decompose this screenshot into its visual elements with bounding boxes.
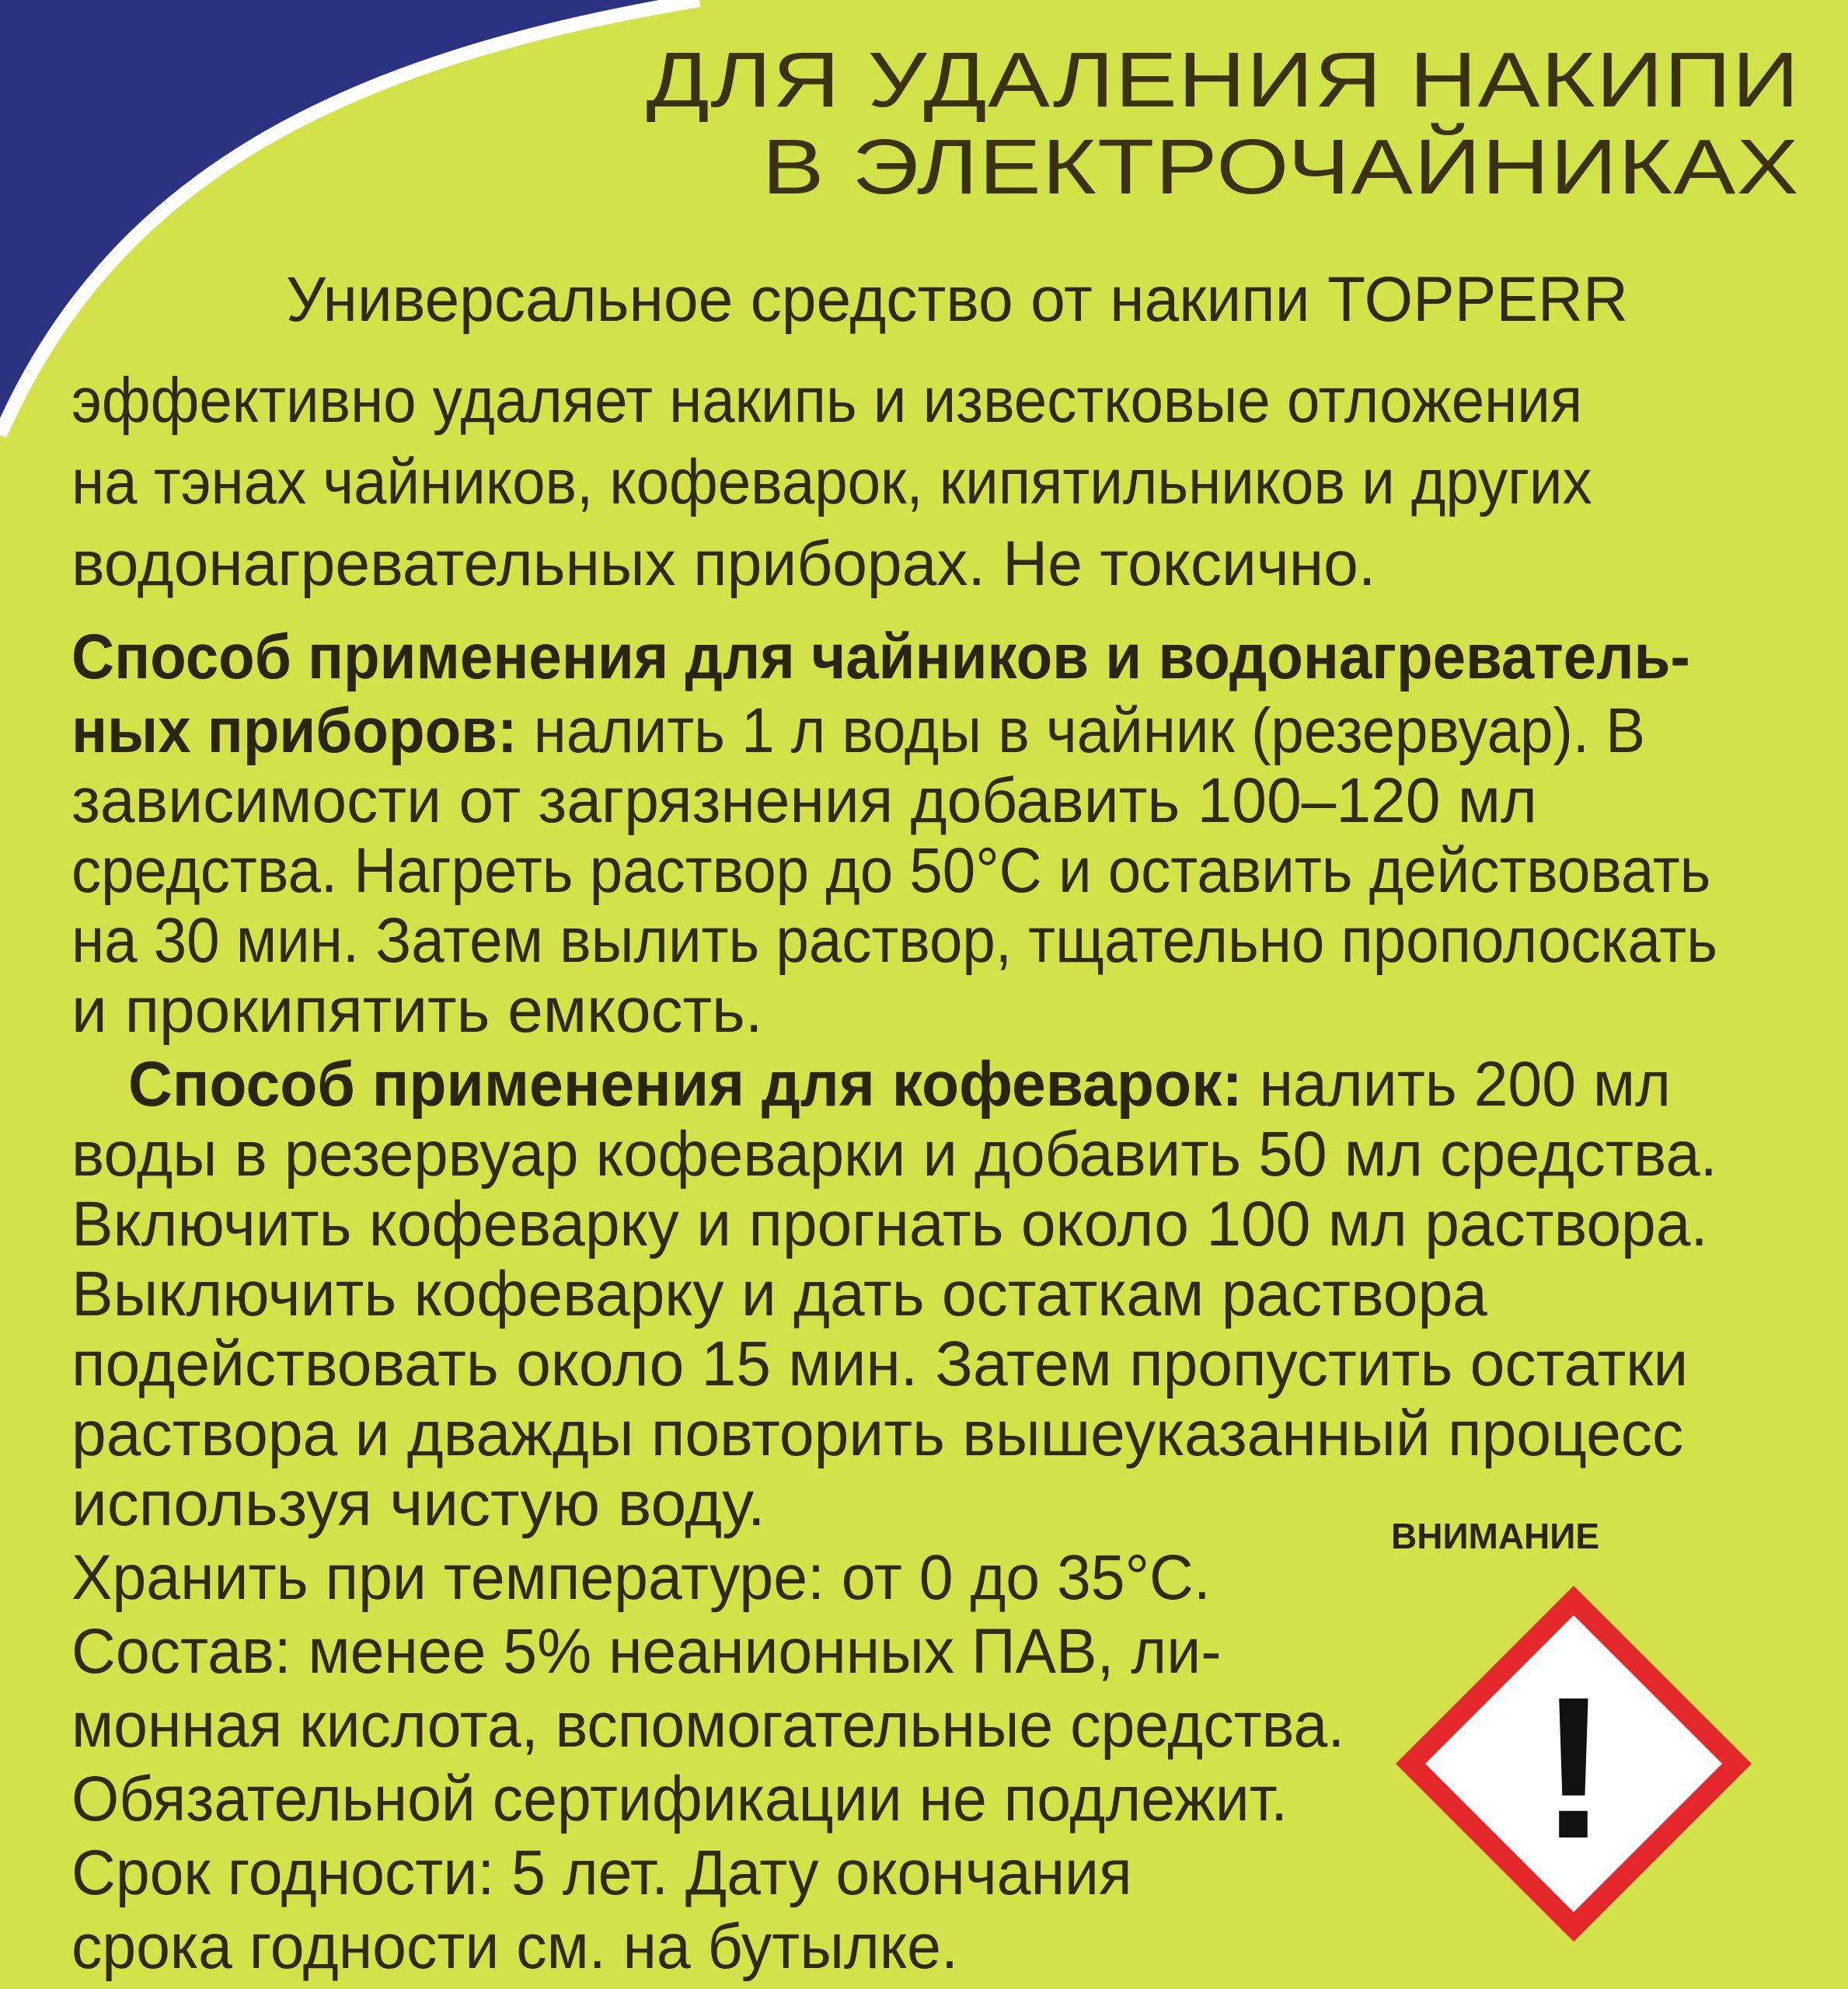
- hazard-exclamation-glyph: !: [1539, 1656, 1608, 1881]
- coffee-line-5: подействовать около 15 мин. Затем пропустить остатки: [71, 1329, 1689, 1399]
- kettles-heading-end: ных приборов:: [71, 695, 518, 766]
- coffee-line-1-text: налить 200 мл: [1242, 1049, 1671, 1120]
- kettles-line-2: зависимости от загрязнения добавить 100–120 мл: [71, 765, 1537, 836]
- kettles-line-4: на 30 мин. Затем вылить раствор, тщательно прополоскать: [71, 905, 1717, 976]
- composition-line-2: монная кислота, вспомогательные средства.: [71, 1690, 1345, 1761]
- coffee-line-2: воды в резервуар кофеварки и добавить 50 мл средства.: [71, 1119, 1717, 1190]
- certification-text: Обязательной сертификации не подлежит.: [71, 1764, 1288, 1834]
- kettles-heading: Способ применения для чайников и водонагреватель-: [71, 622, 1690, 692]
- coffee-line-1: [128, 1049, 1671, 1120]
- kettles-line-5: и прокипятить емкость.: [71, 975, 763, 1046]
- intro-line-2: эффективно удаляет накипь и известковые отложения: [71, 365, 1583, 436]
- coffee-line-4: Выключить кофеварку и дать остаткам раствора: [71, 1259, 1487, 1329]
- intro-line-1: Универсальное средство от накипи TOPPERR: [286, 264, 1629, 335]
- heading-line-1: ДЛЯ УДАЛЕНИЯ НАКИПИ: [646, 37, 1800, 124]
- shelf-life-line-1: Срок годности: 5 лет. Дату окончания: [71, 1837, 1132, 1908]
- warning-title: ВНИМАНИЕ: [1391, 1516, 1600, 1556]
- coffee-line-3: Включить кофеварку и прогнать около 100 мл раствора.: [71, 1189, 1708, 1259]
- coffee-line-7: используя чистую воду.: [71, 1468, 765, 1539]
- intro-line-3: на тэнах чайников, кофеварок, кипятильников и других: [71, 447, 1592, 517]
- heading-line-2: В ЭЛЕКТРОЧАЙНИКАХ: [762, 124, 1800, 211]
- kettles-line-3: средства. Нагреть раствор до 50°С и оставить действовать: [71, 835, 1711, 906]
- kettles-line-1: [71, 695, 1645, 767]
- shelf-life-line-2: срока годности см. на бутылке.: [71, 1911, 958, 1982]
- coffee-heading: Способ применения для кофеварок:: [128, 1049, 1243, 1120]
- storage-text: Хранить при температуре: от 0 до 35°С.: [71, 1542, 1211, 1613]
- kettles-line-1-text: налить 1 л воды в чайник (резервуар). В: [517, 695, 1646, 766]
- hazard-exclamation-icon: [1391, 1581, 1756, 1946]
- coffee-line-6: раствора и дважды повторить вышеуказанный процесс: [71, 1399, 1684, 1469]
- composition-line-1: Состав: менее 5% неанионных ПАВ, ли-: [71, 1616, 1222, 1687]
- intro-line-4: водонагревательных приборах. Не токсично.: [71, 528, 1376, 599]
